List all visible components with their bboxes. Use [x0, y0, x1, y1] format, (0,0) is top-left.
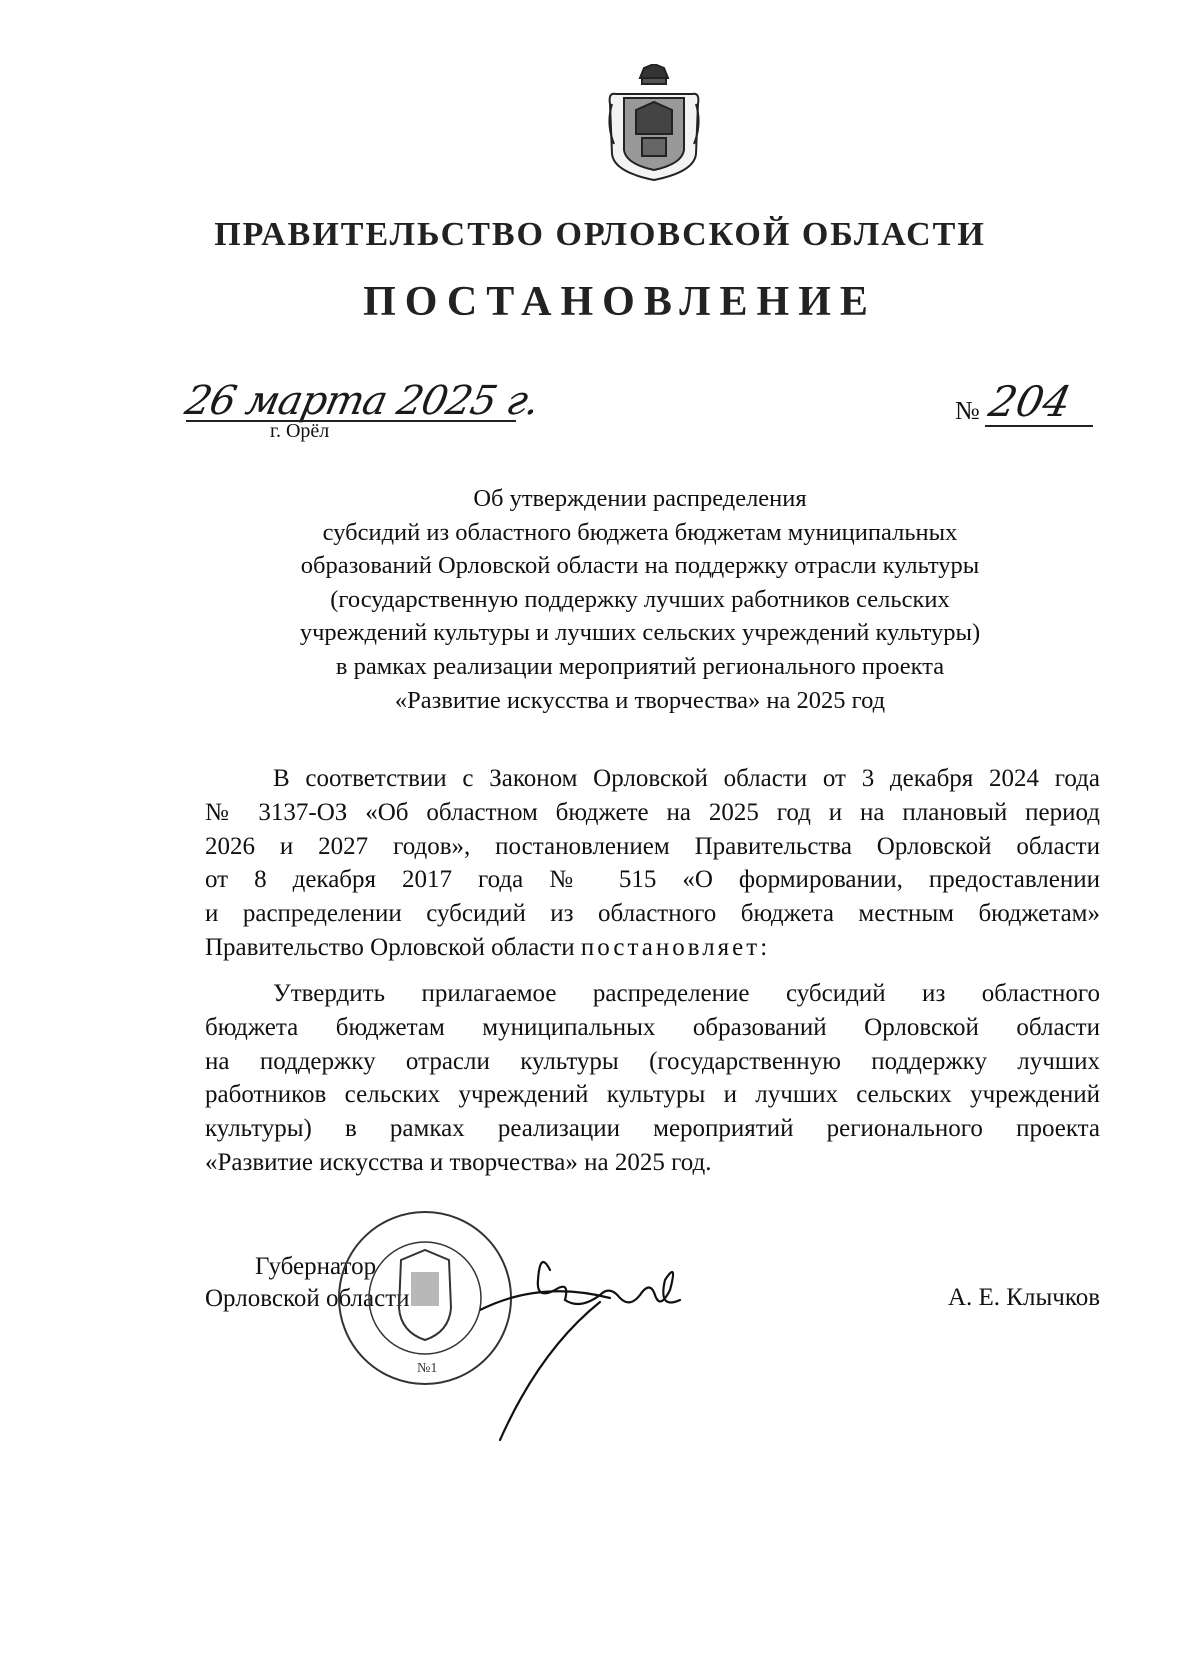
- title-line: (государственную поддержку лучших работников сельских: [330, 585, 950, 613]
- paragraph-line: от 8 декабря 2017 года № 515 «О формировании, предоставлении: [205, 866, 1100, 894]
- resolution-title: [200, 482, 1080, 717]
- title-line: образований Орловской области на поддержку отрасли культуры: [300, 552, 980, 580]
- coat-of-arms-emblem: [606, 64, 702, 182]
- paragraph-line: В соответствии с Законом Орловской области от 3 декабря 2024 года: [273, 765, 1100, 792]
- document-type-heading: ПОСТАНОВЛЕНИЕ: [363, 279, 877, 325]
- signatory-title-line: Орловской области: [205, 1285, 410, 1312]
- handwritten-date: 26 марта 2025 г.: [181, 378, 544, 424]
- number-label: №: [955, 396, 980, 425]
- title-line: Об утверждении распределения: [473, 485, 807, 512]
- date-underline: [186, 420, 516, 422]
- government-name-heading: ПРАВИТЕЛЬСТВО ОРЛОВСКОЙ ОБЛАСТИ: [214, 216, 986, 253]
- signatory-title-line: Губернатор: [255, 1253, 377, 1280]
- paragraph-line: бюджета бюджетам муниципальных образований Орловской области: [205, 1013, 1100, 1041]
- svg-text:№1: №1: [417, 1361, 438, 1376]
- paragraph-line: культуры) в рамках реализации мероприятий регионального проекта: [205, 1115, 1100, 1143]
- resolves-word: постановляет:: [580, 933, 771, 961]
- handwritten-number: 204: [984, 377, 1076, 426]
- signatory-name: А. Е. Клычков: [947, 1284, 1100, 1311]
- title-line: в рамках реализации мероприятий регионального проекта: [335, 652, 945, 680]
- handwritten-signature: [480, 1240, 740, 1450]
- paragraph-line: № 3137-ОЗ «Об областном бюджете на 2025 год и на плановый период: [205, 798, 1100, 826]
- title-line: субсидий из областного бюджета бюджетам муниципальных: [322, 518, 958, 546]
- preamble-paragraph: [205, 762, 1100, 965]
- title-line: учреждений культуры и лучших сельских учреждений культуры): [299, 619, 981, 647]
- paragraph-line: «Развитие искусства и творчества» на 2025 год.: [205, 1148, 712, 1176]
- title-line: «Развитие искусства и творчества» на 2025 год: [394, 686, 886, 714]
- paragraph-line: на поддержку отрасли культуры (государственную поддержку лучших: [205, 1047, 1100, 1075]
- paragraph-line: работников сельских учреждений культуры и лучших сельских учреждений: [205, 1081, 1100, 1109]
- paragraph-text: Правительство Орловской области: [205, 933, 581, 961]
- paragraph-line: и распределении субсидий из областного бюджета местным бюджетам»: [205, 900, 1100, 928]
- number-underline: [985, 425, 1093, 427]
- paragraph-line: Утвердить прилагаемое распределение субсидий из областного: [273, 980, 1100, 1007]
- city-label: г. Орёл: [270, 420, 330, 442]
- paragraph-line: [205, 931, 1100, 965]
- paragraph-line: 2026 и 2027 годов», постановлением Правительства Орловской области: [205, 832, 1100, 860]
- resolution-paragraph: [205, 977, 1100, 1180]
